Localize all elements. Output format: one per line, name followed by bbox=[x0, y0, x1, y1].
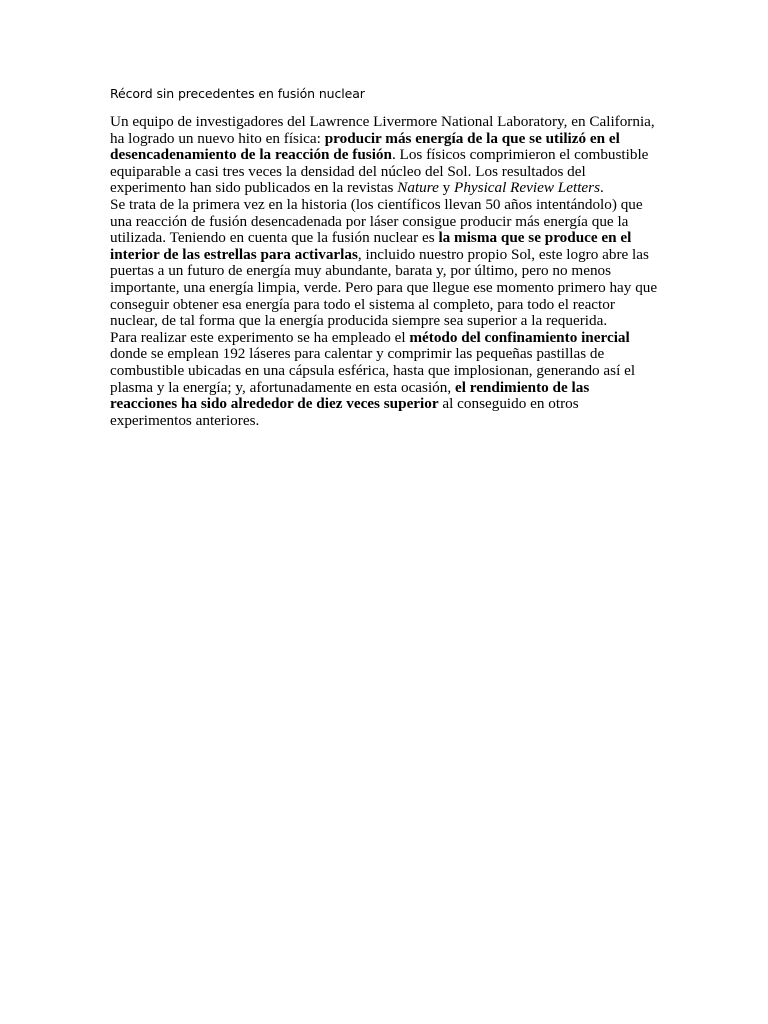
paragraph-2-bold-stars: la misma que se produce en el interior de las estrellas para activarlas bbox=[110, 229, 632, 263]
paragraph-2-text-a: Se trata de la primera vez en la historia (los científicos llevan 50 años intentándolo) que una reacción de fusión desencadenada por láser consigue producir más energía que la utilizada. Teniendo en cuenta que la fusión nuclear es bbox=[110, 195, 643, 247]
paragraph-3-bold-yield: el rendimiento de las reacciones ha sido alrededor de diez veces superior bbox=[110, 378, 590, 413]
paragraph-1-text-e: y bbox=[438, 179, 455, 197]
paragraph-3-text-a: Para realizar este experimento se ha empleado el bbox=[110, 328, 410, 346]
paragraph-1-text-a: Un equipo de investigadores del Lawrence Livermore National Laboratory, en California, ha logrado un nuevo hito en física: bbox=[110, 113, 655, 147]
paragraph-2-text-c: , incluido nuestro propio Sol, este logro abre las puertas a un futuro de energía muy abundante, barata y, por último, pero no menos importante, una energía limpia, verde. Pero para que llegue ese momento primero hay que conseguir obtener esa energía para todo el sistema al completo, para todo el reactor nuclear, de tal forma que la energía producida siempre sea superior a la requerida. bbox=[110, 245, 658, 330]
journal-nature: Nature bbox=[397, 179, 439, 197]
paragraph-1-bold-energy: producir más energía de la que se utilizó en el desencadenamiento de la reacción de fusión bbox=[110, 129, 620, 164]
paragraph-1 bbox=[110, 114, 658, 197]
paragraph-2 bbox=[110, 197, 658, 330]
document-title: Récord sin precedentes en fusión nuclear bbox=[110, 86, 365, 101]
paragraph-3 bbox=[110, 330, 658, 430]
document-body bbox=[110, 114, 658, 429]
paragraph-3-bold-method: método del confinamiento inercial bbox=[409, 328, 630, 346]
paragraph-3-text-c: donde se emplean 192 láseres para calentar y comprimir las pequeñas pastillas de combustible ubicadas en una cápsula esférica, hasta que implosionan, generando así el plasma y la energía; y, afortunadamente en esta ocasión, bbox=[110, 345, 636, 396]
paragraph-3-text-e: al conseguido en otros experimentos anteriores. bbox=[110, 395, 579, 429]
paragraph-1-text-c: . Los físicos comprimieron el combustible equiparable a casi tres veces la densidad del núcleo del Sol. Los resultados del experimento han sido publicados en la revistas bbox=[110, 146, 649, 197]
paragraph-1-text-g: . bbox=[599, 179, 604, 197]
journal-physical-review-letters: Physical Review Letters bbox=[454, 179, 600, 197]
